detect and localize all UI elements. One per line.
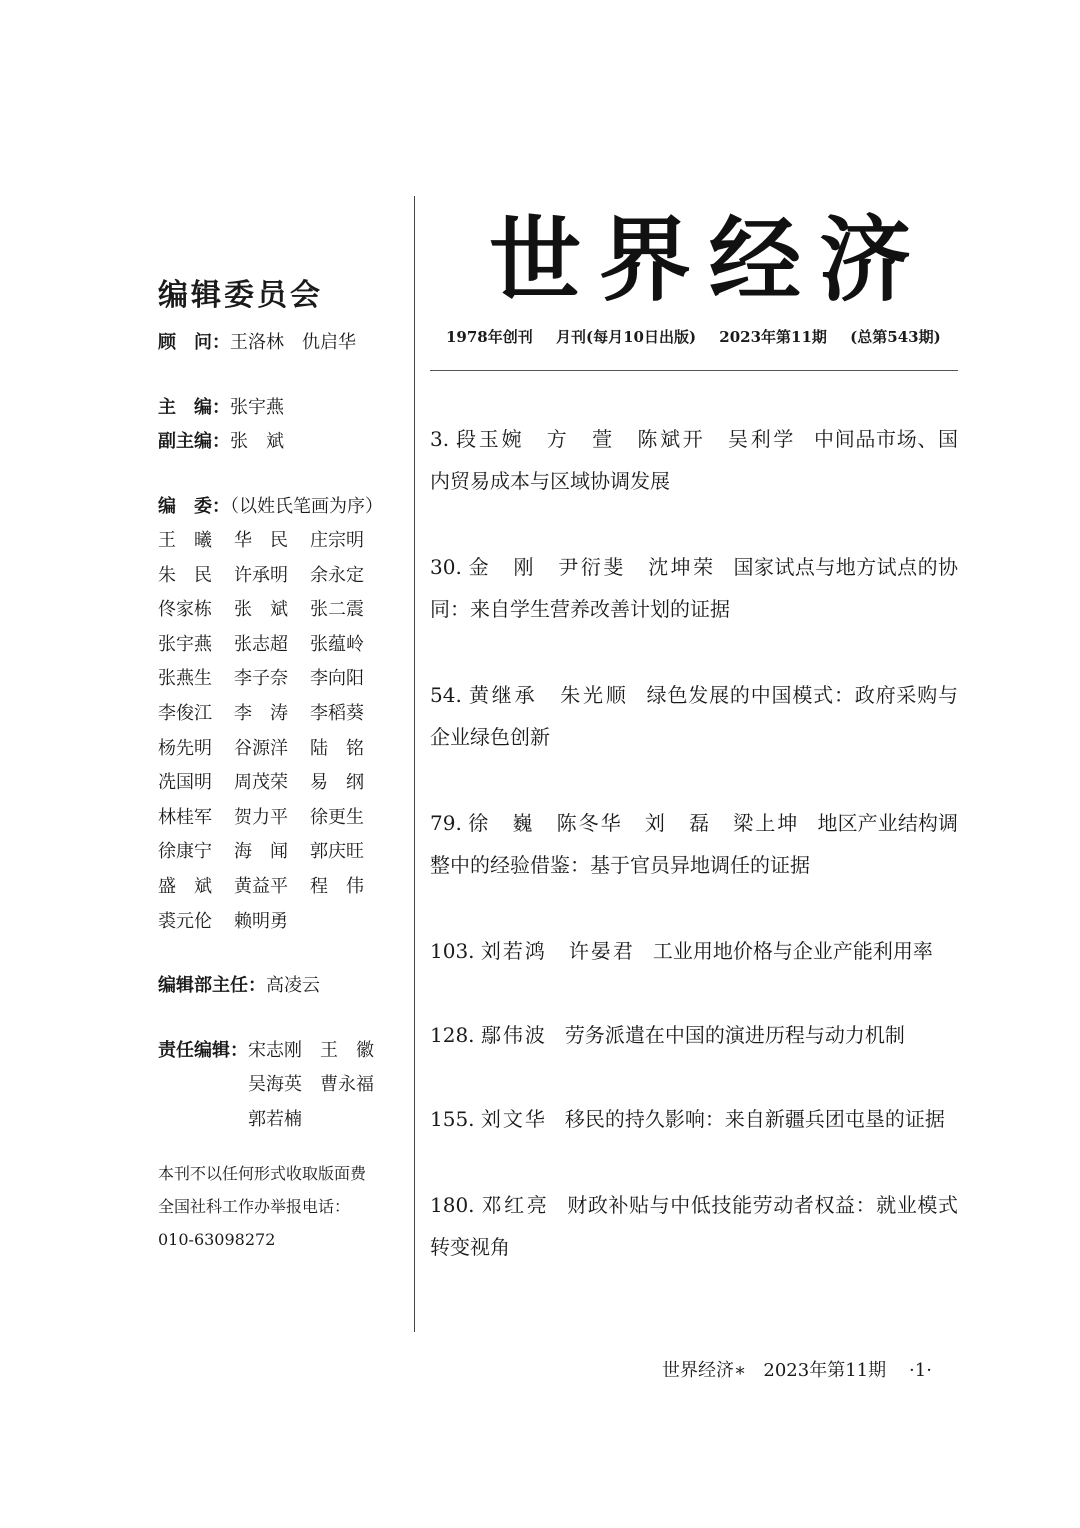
member-name: 朱 民 xyxy=(158,564,212,586)
toc-title: 移民的持久影响：来自新疆兵团屯垦的证据 xyxy=(564,1107,945,1131)
members-list xyxy=(158,524,408,939)
member-name: 易 纲 xyxy=(310,772,364,794)
members-row xyxy=(158,801,408,836)
toc-item xyxy=(430,1184,958,1268)
member-name: 王 曦 xyxy=(158,530,212,551)
member-name: 余永定 xyxy=(310,564,364,586)
member-name: 裘元伦 xyxy=(158,910,212,932)
members-row xyxy=(158,732,408,767)
member-name: 张宇燕 xyxy=(158,633,212,655)
member-name: 周茂荣 xyxy=(234,772,288,794)
toc-authors: 徐 巍 陈冬华 刘 磊 梁上坤 xyxy=(468,811,800,835)
footer-issue: 2023年第11期 xyxy=(763,1360,887,1381)
toc-item xyxy=(430,1014,958,1056)
toc-authors: 刘若鸿 许晏君 xyxy=(480,939,635,963)
deputy-line xyxy=(158,425,408,460)
toc-authors: 鄢伟波 xyxy=(480,1023,547,1047)
member-name: 徐更生 xyxy=(310,806,364,828)
resp-line xyxy=(158,1034,408,1069)
members-note: （以姓氏笔画为序） xyxy=(230,495,383,517)
members-row xyxy=(158,905,408,940)
total-issue: (总第543期) xyxy=(850,328,941,346)
toc-authors: 段玉婉 方 萱 陈斌开 吴利学 xyxy=(456,427,797,451)
member-name: 张二震 xyxy=(310,599,364,621)
member-name: 贺力平 xyxy=(234,806,288,828)
note-line-2: 全国社科工作办举报电话： xyxy=(158,1197,351,1217)
member-name: 海 闻 xyxy=(234,841,288,863)
toc-page: 54. xyxy=(430,683,462,707)
frequency: 月刊(每月10日出版) xyxy=(555,328,697,346)
member-name: 谷源洋 xyxy=(234,737,288,759)
toc-item xyxy=(430,546,958,630)
footer-journal: 世界经济 xyxy=(662,1360,734,1381)
toc-authors: 黄继承 朱光顺 xyxy=(468,683,629,707)
members-row xyxy=(158,559,408,594)
journal-logo: 世界经济 xyxy=(488,206,929,314)
members-row xyxy=(158,835,408,870)
toc-page: 128. xyxy=(430,1023,475,1047)
members-label: 编 委： xyxy=(158,495,230,517)
masthead xyxy=(430,200,958,347)
members-row xyxy=(158,870,408,905)
member-name: 李俊江 xyxy=(158,702,212,724)
members-row xyxy=(158,766,408,801)
member-name: 张蕴岭 xyxy=(310,633,364,655)
member-name: 李向阳 xyxy=(310,668,364,690)
toc-title: 地区产业结构调整中的经验借鉴：基于官员异地调任的证据 xyxy=(430,811,959,877)
member-name: 陆 铭 xyxy=(310,737,364,759)
member-name: 张 斌 xyxy=(234,599,288,621)
toc-authors: 邓红亮 xyxy=(481,1193,550,1217)
issue-number: 2023年第11期 xyxy=(719,328,827,346)
members-row xyxy=(158,662,408,697)
editor-line xyxy=(158,391,408,426)
office-label: 编辑部主任： xyxy=(158,975,266,997)
resp-names-2: 吴海英 曹永福 xyxy=(248,1074,374,1096)
member-name: 郭庆旺 xyxy=(310,841,364,863)
toc-authors: 金 刚 尹衍斐 沈坤荣 xyxy=(468,555,716,579)
members-row xyxy=(158,524,408,559)
member-name: 庄宗明 xyxy=(310,530,364,551)
resp-names-1: 宋志刚 王 徽 xyxy=(248,1039,374,1061)
toc-item xyxy=(430,674,958,758)
toc-item xyxy=(430,1098,958,1140)
issue-info xyxy=(430,326,958,347)
editor-name: 张宇燕 xyxy=(230,396,284,418)
toc-page: 155. xyxy=(430,1107,475,1131)
member-name: 李 涛 xyxy=(234,702,288,724)
toc-title: 财政补贴与中低技能劳动者权益：就业模式转变视角 xyxy=(430,1193,959,1259)
founded: 1978年创刊 xyxy=(446,328,533,346)
member-name: 佟家栋 xyxy=(158,599,212,621)
member-name: 许承明 xyxy=(234,564,288,586)
member-name: 张燕生 xyxy=(158,668,212,690)
toc-page: 3. xyxy=(430,427,450,451)
member-name: 程 伟 xyxy=(310,875,364,897)
member-name: 华 民 xyxy=(234,530,288,551)
footer-star: ∗ xyxy=(734,1360,747,1381)
editor-label: 主 编： xyxy=(158,396,230,418)
toc-page: 180. xyxy=(430,1193,475,1217)
member-name: 林桂军 xyxy=(158,806,212,828)
deputy-label: 副主编： xyxy=(158,431,230,452)
advisors: 王洛林 仇启华 xyxy=(230,332,356,353)
toc-page: 103. xyxy=(430,939,475,963)
member-name: 杨先明 xyxy=(158,737,212,759)
toc-item xyxy=(430,802,958,886)
toc-authors: 刘文华 xyxy=(480,1107,547,1131)
members-row xyxy=(158,628,408,663)
members-row xyxy=(158,697,408,732)
page-footer xyxy=(662,1356,932,1382)
members-row xyxy=(158,593,408,628)
toc-title: 国家试点与地方试点的协同：来自学生营养改善计划的证据 xyxy=(430,555,959,621)
toc-page: 79. xyxy=(430,811,462,835)
member-name: 李子奈 xyxy=(234,668,288,690)
toc-item xyxy=(430,930,958,972)
members-line xyxy=(158,490,408,525)
resp-names-3: 郭若楠 xyxy=(248,1108,302,1130)
column-divider xyxy=(414,196,415,1332)
toc-title: 中间品市场、国内贸易成本与区域协调发展 xyxy=(430,427,959,493)
member-name: 李稻葵 xyxy=(310,702,364,724)
footer-page: ·1· xyxy=(909,1360,932,1381)
office-name: 高凌云 xyxy=(266,975,320,997)
member-name: 盛 斌 xyxy=(158,875,212,897)
editorial-board xyxy=(158,270,408,1256)
resp-label: 责任编辑： xyxy=(158,1039,248,1061)
toc-item xyxy=(430,418,958,502)
masthead-rule xyxy=(430,370,958,371)
advisors-label: 顾 问： xyxy=(158,332,230,353)
member-name: 赖明勇 xyxy=(234,910,288,932)
fee-note xyxy=(158,1157,408,1256)
note-line-3: 010-63098272 xyxy=(158,1230,276,1250)
member-name: 徐康宁 xyxy=(158,841,212,863)
note-line-1: 本刊不以任何形式收取版面费 xyxy=(158,1164,367,1184)
board-title: 编辑委员会 xyxy=(158,278,323,313)
member-name: 冼国明 xyxy=(158,772,212,794)
office-line xyxy=(158,969,408,1004)
toc-title: 绿色发展的中国模式：政府采购与企业绿色创新 xyxy=(430,683,959,749)
advisors-line xyxy=(158,326,408,361)
member-name: 黄益平 xyxy=(234,875,288,897)
toc-title: 工业用地价格与企业产能利用率 xyxy=(652,939,933,963)
deputy-name: 张 斌 xyxy=(230,431,284,452)
toc-page: 30. xyxy=(430,555,462,579)
member-name: 张志超 xyxy=(234,633,288,655)
table-of-contents xyxy=(430,418,958,1268)
toc-title: 劳务派遣在中国的演进历程与动力机制 xyxy=(564,1023,905,1047)
